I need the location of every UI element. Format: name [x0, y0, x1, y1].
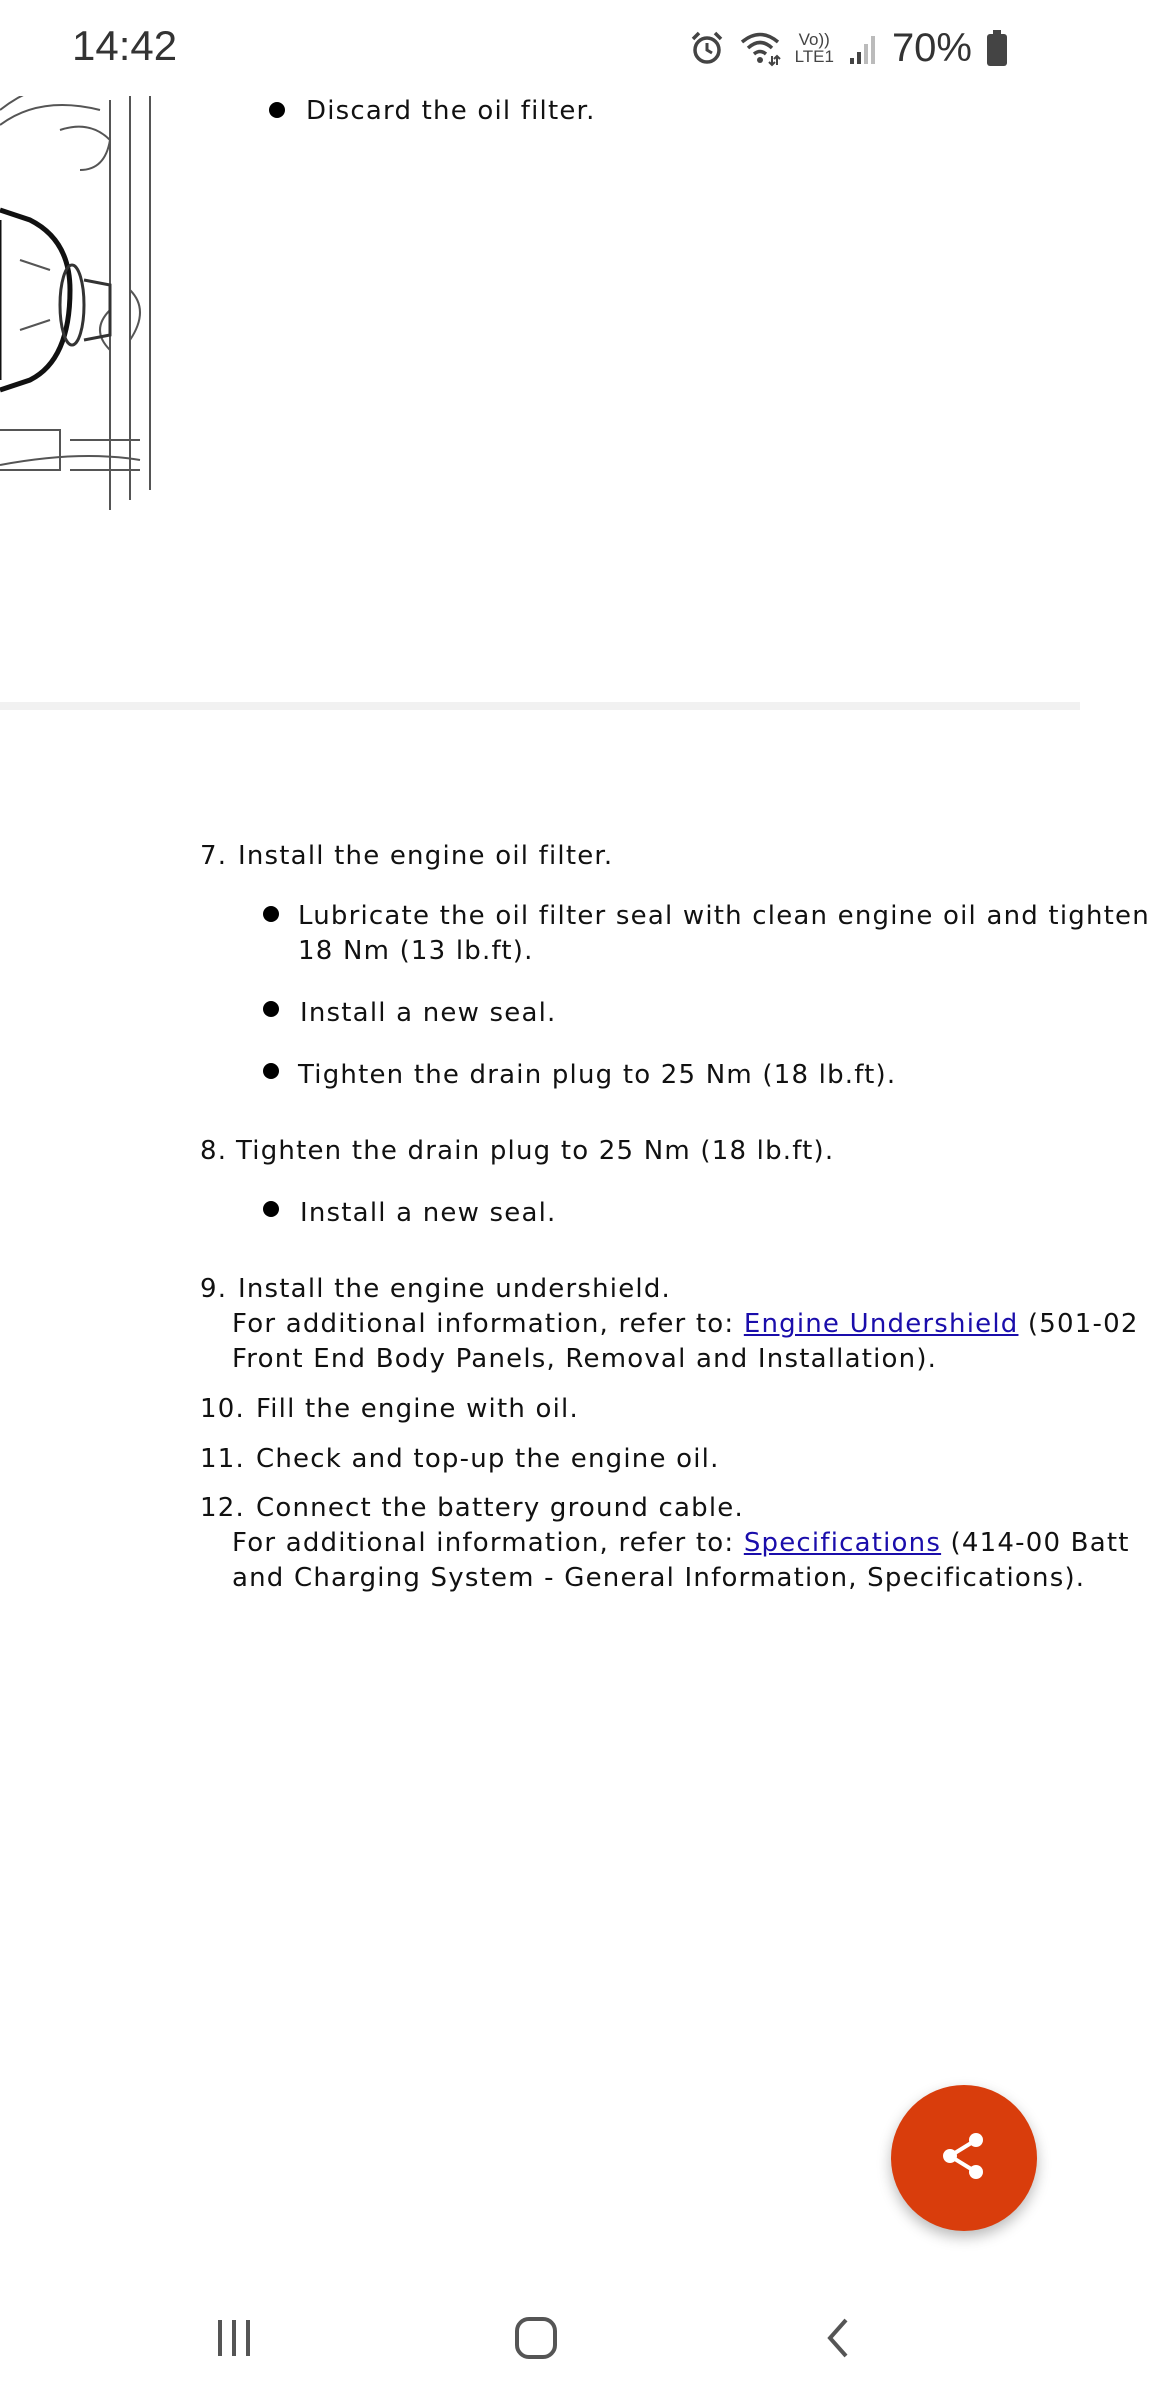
step-9-reference [232, 1306, 1139, 1342]
battery-icon [986, 29, 1008, 67]
step-12-text: Connect the battery ground cable. [256, 1493, 744, 1523]
step-8-bullet-1: Install a new seal. [300, 1198, 557, 1228]
back-button[interactable] [798, 2310, 878, 2370]
step-8-number: 8. [200, 1136, 228, 1166]
home-icon [512, 2314, 560, 2366]
share-button[interactable] [891, 2085, 1037, 2231]
bullet-dot [263, 1001, 279, 1017]
recent-apps-button[interactable] [194, 2310, 274, 2370]
step-7-bullet-1-line-2: 18 Nm (13 lb.ft). [298, 936, 534, 966]
status-time: 14:42 [72, 22, 178, 69]
step-9-reference-line-2: Front End Body Panels, Removal and Installation). [232, 1344, 938, 1374]
step-12-ref-prefix: For additional information, refer to: [232, 1528, 744, 1558]
home-button[interactable] [496, 2310, 576, 2370]
step-7-text: Install the engine oil filter. [238, 841, 614, 871]
step-10-number: 10. [200, 1394, 245, 1424]
bullet-dot [263, 1201, 279, 1217]
step-12-ref-suffix: (414-00 Batt [941, 1528, 1130, 1558]
bullet-dot [263, 1063, 279, 1079]
step-12-reference-line-2: and Charging System - General Information, Specifications). [232, 1563, 1086, 1593]
bullet-dot [269, 102, 285, 118]
engine-undershield-link[interactable]: Engine Undershield [743, 1309, 1019, 1339]
step-9-ref-prefix: For additional information, refer to: [232, 1309, 744, 1339]
navigation-bar [0, 2280, 1080, 2400]
alarm-icon [689, 30, 725, 66]
step-9-ref-suffix: (501-02 [1018, 1309, 1139, 1339]
step-7-number: 7. [200, 841, 228, 871]
lte-label: LTE1 [794, 47, 834, 66]
oil-filter-illustration [0, 70, 170, 510]
status-bar [0, 0, 1080, 96]
step-7-bullet-3: Tighten the drain plug to 25 Nm (18 lb.ft). [298, 1060, 897, 1090]
back-icon [818, 2314, 858, 2366]
step-9-number: 9. [200, 1274, 228, 1304]
specifications-link[interactable]: Specifications [743, 1528, 942, 1558]
share-icon [938, 2130, 990, 2186]
bullet-dot [263, 906, 279, 922]
step-7-bullet-2: Install a new seal. [300, 998, 557, 1028]
recent-apps-icon [212, 2316, 256, 2364]
bullet-text-discard: Discard the oil filter. [306, 96, 596, 126]
step-11-number: 11. [200, 1444, 245, 1474]
step-10-text: Fill the engine with oil. [256, 1394, 579, 1424]
section-divider [0, 702, 1080, 710]
step-8-text: Tighten the drain plug to 25 Nm (18 lb.ft). [236, 1136, 835, 1166]
step-12-reference [232, 1525, 1130, 1561]
volte-label: Vo)) [798, 30, 830, 49]
step-7-bullet-1-line-1: Lubricate the oil filter seal with clean engine oil and tighten [298, 901, 1150, 931]
volte-icon [795, 31, 834, 65]
step-11-text: Check and top-up the engine oil. [256, 1444, 720, 1474]
signal-icon [848, 30, 878, 66]
status-icons [689, 22, 1008, 74]
wifi-icon [739, 30, 781, 66]
step-9-text: Install the engine undershield. [238, 1274, 671, 1304]
step-12-number: 12. [200, 1493, 245, 1523]
battery-percent: 70% [891, 25, 972, 70]
